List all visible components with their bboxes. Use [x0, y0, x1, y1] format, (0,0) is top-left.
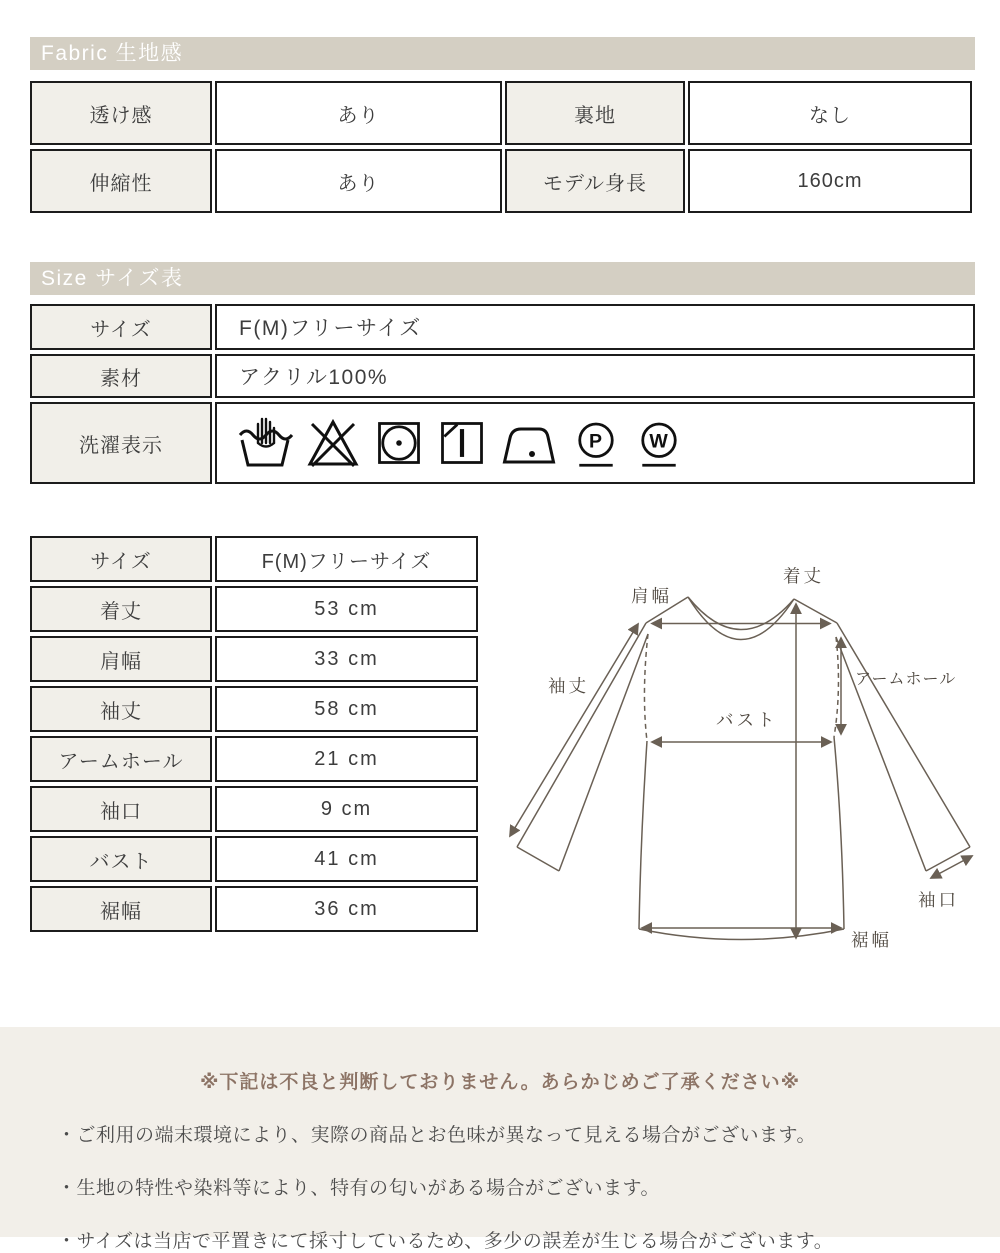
- row-label: アームホール: [30, 736, 212, 782]
- hem-label: 裾幅: [851, 930, 892, 950]
- note-item: ・生地の特性や染料等により、特有の匂いがある場合がございます。: [57, 1178, 660, 1199]
- fabric-section-title: Fabric 生地感: [41, 42, 184, 65]
- wet-clean-w-gentle-icon: [633, 413, 685, 473]
- row-value: 33 cm: [215, 636, 478, 682]
- row-value: アクリル100%: [215, 354, 975, 398]
- row-label: 透け感: [30, 81, 212, 145]
- hand-wash-icon: [237, 413, 293, 473]
- row-label: 伸縮性: [30, 149, 212, 213]
- garment-diagram: [490, 552, 990, 972]
- row-value: 58 cm: [215, 686, 478, 732]
- row-label: 裏地: [505, 81, 685, 145]
- table-row: [30, 81, 975, 145]
- dry-clean-p-gentle-icon: [570, 413, 622, 473]
- row-label: バスト: [30, 836, 212, 882]
- table-row: [30, 354, 975, 398]
- table-row: [30, 149, 975, 213]
- product-spec-page: [0, 37, 1000, 1252]
- note-item: ・ご利用の端末環境により、実際の商品とお色味が異なって見える場合がございます。: [57, 1125, 816, 1146]
- row-label: 洗濯表示: [30, 402, 212, 484]
- table-row: [30, 304, 975, 350]
- length-label: 着丈: [783, 566, 824, 586]
- fabric-section-header: [30, 37, 975, 70]
- row-label: 袖丈: [30, 686, 212, 732]
- dry-in-shade-icon: [436, 413, 488, 473]
- row-label: 袖口: [30, 786, 212, 832]
- bust-label: バスト: [716, 710, 778, 730]
- notes-section: [0, 1027, 1000, 1252]
- garment-line-art: [490, 552, 990, 972]
- sleeve-label: 袖丈: [548, 676, 589, 696]
- row-label: 肩幅: [30, 636, 212, 682]
- notes-list: [0, 1120, 1000, 1253]
- row-value: 160cm: [688, 149, 972, 213]
- row-label: サイズ: [30, 304, 212, 350]
- row-value: あり: [215, 149, 502, 213]
- row-value: あり: [215, 81, 502, 145]
- row-value: 21 cm: [215, 736, 478, 782]
- size-section-header: [30, 262, 975, 295]
- cuff-label: 袖口: [918, 890, 959, 910]
- shoulder-label: 肩幅: [631, 586, 672, 606]
- row-value: F(M)フリーサイズ: [215, 304, 975, 350]
- table-row: [30, 402, 975, 484]
- cuff-arrow: [931, 856, 972, 878]
- note-item: ・サイズは当店で平置きにて採寸しているため、多少の誤差が生じる場合がございます。: [57, 1231, 834, 1252]
- row-label: 着丈: [30, 586, 212, 632]
- row-label: サイズ: [30, 536, 212, 582]
- do-not-bleach-icon: [304, 413, 362, 473]
- iron-low-heat-icon: [499, 413, 559, 473]
- row-label: 素材: [30, 354, 212, 398]
- sleeve-length-arrow: [510, 624, 638, 836]
- notes-title: ※下記は不良と判断しておりません。あらかじめご了承ください※: [199, 1072, 801, 1093]
- row-label: モデル身長: [505, 149, 685, 213]
- row-value: なし: [688, 81, 972, 145]
- armhole-label: アームホール: [855, 671, 957, 688]
- row-value: 36 cm: [215, 886, 478, 932]
- dry-clean-letter: P: [589, 430, 603, 453]
- wet-clean-letter: W: [649, 430, 669, 453]
- size-info-table: [30, 304, 975, 484]
- row-value: F(M)フリーサイズ: [215, 536, 478, 582]
- row-value: 53 cm: [215, 586, 478, 632]
- fabric-table: [30, 81, 975, 213]
- care-symbols-row: [215, 402, 975, 484]
- size-section-title: Size サイズ表: [41, 267, 184, 290]
- tumble-dry-low-heat-icon: [373, 413, 425, 473]
- row-label: 裾幅: [30, 886, 212, 932]
- row-value: 9 cm: [215, 786, 478, 832]
- row-value: 41 cm: [215, 836, 478, 882]
